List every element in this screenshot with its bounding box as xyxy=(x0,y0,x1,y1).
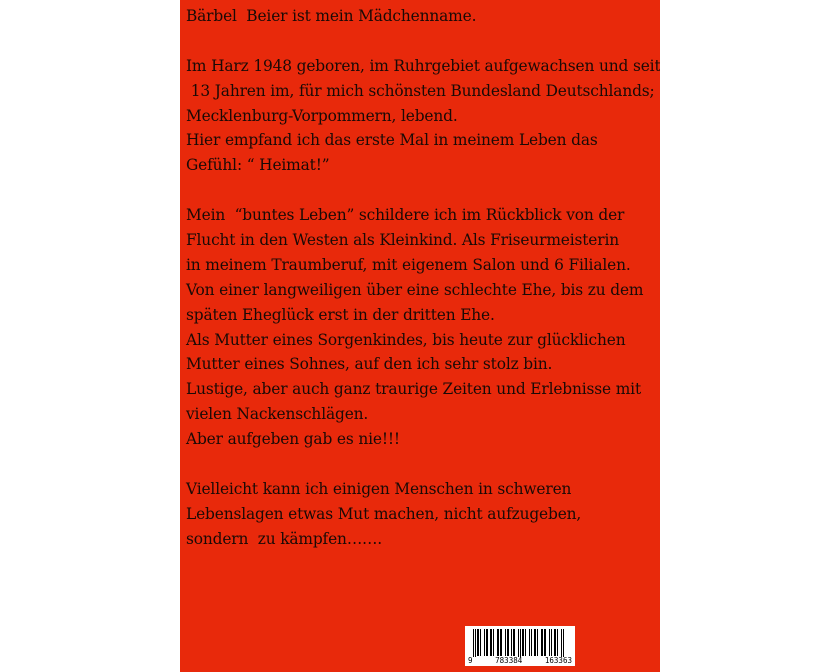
text-line: Flucht in den Westen als Kleinkind. Als Friseurmeisterin xyxy=(186,231,619,250)
text-line: Bärbel Beier ist mein Mädchenname. xyxy=(186,7,477,25)
barcode-bar xyxy=(507,629,509,656)
barcode-bar xyxy=(551,629,552,656)
text-line: vielen Nackenschlägen. xyxy=(186,405,369,424)
paragraph-gap xyxy=(186,452,656,477)
text-line: Gefühl: “ Heimat!” xyxy=(186,156,330,175)
text-line: Mutter eines Sohnes, auf den ich sehr stolz bin. xyxy=(186,355,553,374)
barcode-bar xyxy=(490,629,492,656)
barcode-bar xyxy=(525,629,526,656)
barcode-bar xyxy=(486,629,488,656)
text-line: Lustige, aber auch ganz traurige Zeiten und Erlebnisse mit xyxy=(186,380,641,399)
barcode-bar xyxy=(531,629,532,656)
text-line: Vielleicht kann ich einigen Menschen in schweren xyxy=(186,479,572,498)
barcode-bar xyxy=(557,629,558,656)
barcode-bar xyxy=(484,629,485,656)
text-line: Im Harz 1948 geboren, im Ruhrgebiet aufgewachsen und seit xyxy=(186,56,660,75)
text-line: Hier empfand ich das erste Mal in meinem Leben das xyxy=(186,131,598,150)
barcode-bar xyxy=(544,629,546,656)
barcode-bar xyxy=(541,629,543,656)
barcode-bar xyxy=(493,629,494,656)
paragraph-intro xyxy=(186,4,656,29)
paragraph-origin xyxy=(186,54,660,178)
barcode-bar xyxy=(497,629,499,656)
barcode-left-digits: 783384 xyxy=(495,656,523,665)
barcode-bar xyxy=(534,629,536,656)
barcode-lead-digit: 9 xyxy=(468,656,473,665)
paragraph-closing xyxy=(186,477,656,552)
barcode-bar xyxy=(513,629,515,656)
barcode-right-digits: 163363 xyxy=(544,656,572,665)
barcode-bar xyxy=(522,629,524,656)
barcode-bar xyxy=(480,629,481,656)
barcode-bar xyxy=(554,629,556,656)
barcode-bar xyxy=(505,629,506,656)
barcode-bar xyxy=(500,629,502,656)
text-line: Mecklenburg-Vorpommern, lebend. xyxy=(186,106,458,125)
text-line: 13 Jahren im, für mich schönsten Bundesland Deutschlands; xyxy=(186,81,655,100)
text-line: Lebenslagen etwas Mut machen, nicht aufzugeben, xyxy=(186,504,582,523)
barcode-bar xyxy=(549,629,550,656)
text-line: sondern zu kämpfen……. xyxy=(186,529,383,548)
paragraph-gap xyxy=(186,178,656,203)
barcode-digits xyxy=(467,657,573,665)
text-line: in meinem Traumberuf, mit eigenem Salon und 6 Filialen. xyxy=(186,255,631,274)
book-back-cover xyxy=(180,0,660,672)
barcode-bar xyxy=(477,629,479,656)
paragraph-gap xyxy=(186,29,656,54)
barcode-bar xyxy=(511,629,512,656)
blurb-text xyxy=(186,4,660,552)
text-line: Mein “buntes Leben” schildere ich im Rückblick von der xyxy=(186,206,625,225)
paragraph-life-story xyxy=(186,203,656,452)
text-line: Als Mutter eines Sorgenkindes, bis heute zur glücklichen xyxy=(186,330,626,349)
isbn-barcode xyxy=(465,626,575,666)
barcode-bar xyxy=(529,629,530,656)
text-line: Aber aufgeben gab es nie!!! xyxy=(186,430,400,449)
barcode-bar xyxy=(537,629,538,656)
text-line: Von einer langweiligen über eine schlechte Ehe, bis zu dem xyxy=(186,280,644,299)
text-line: späten Eheglück erst in der dritten Ehe. xyxy=(186,305,495,324)
